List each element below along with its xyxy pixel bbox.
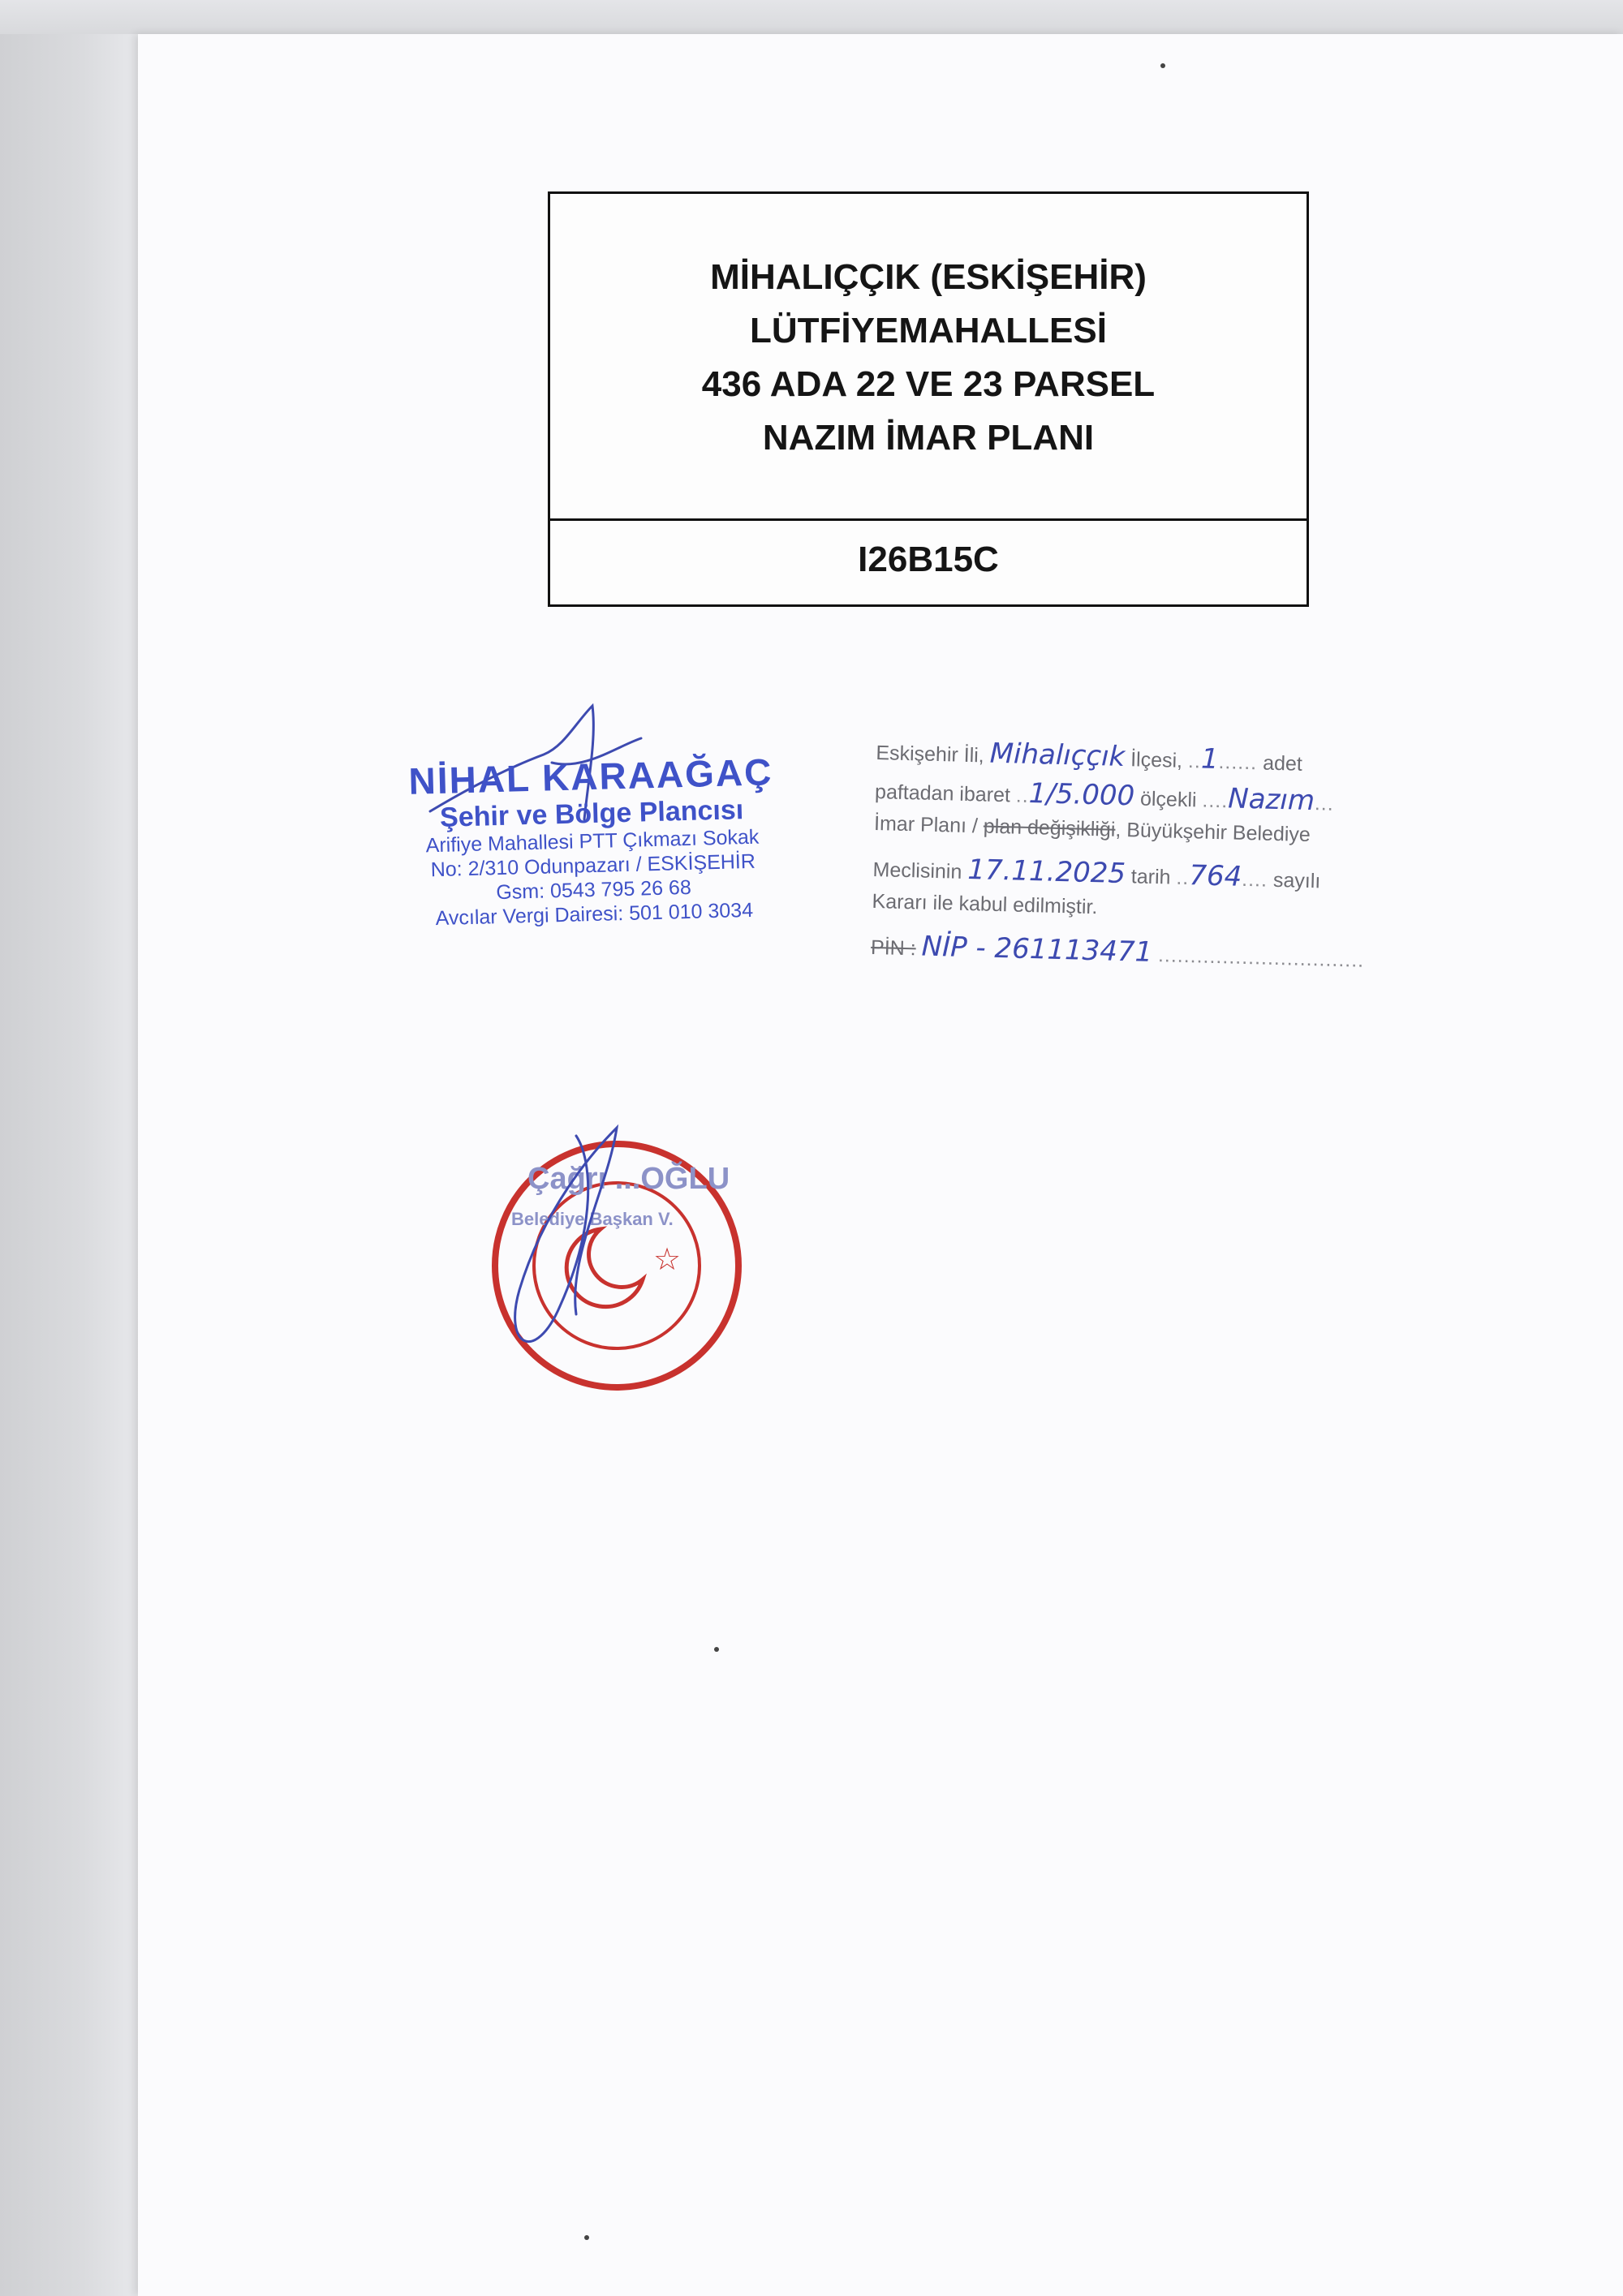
planner-stamp bbox=[355, 748, 829, 932]
scan-speck bbox=[714, 1647, 719, 1652]
approval-stamp bbox=[870, 734, 1476, 983]
planner-name: NİHAL KARAAĞAÇ bbox=[407, 750, 773, 802]
approval-text-plan: İmar Planı / bbox=[873, 811, 979, 838]
svg-text:☆: ☆ bbox=[653, 1241, 682, 1277]
title-line-neighborhood: LÜTFİYEMAHALLESİ bbox=[750, 311, 1107, 350]
approval-text-struck: plan değişikliği bbox=[983, 815, 1116, 841]
seal-official-name: Çağrı ...OĞLU bbox=[527, 1162, 730, 1196]
title-divider bbox=[550, 518, 1307, 521]
approval-dots: .. bbox=[1187, 750, 1202, 773]
title-line-parcel: 436 ADA 22 VE 23 PARSEL bbox=[701, 364, 1156, 404]
approval-date: 17.11.2025 bbox=[966, 853, 1126, 891]
approval-text-accepted: Kararı ile kabul edilmiştir. bbox=[872, 889, 1098, 919]
planner-phone: Gsm: 0543 795 26 68 bbox=[496, 875, 692, 905]
approval-pin: NİP - 261113471 bbox=[921, 930, 1153, 969]
official-signature bbox=[515, 1128, 617, 1342]
scan-top-band bbox=[0, 0, 1623, 34]
approval-row-3: İmar Planı / plan değişikliği, Büyükşehir Belediye bbox=[873, 811, 1311, 847]
planner-address-1: Arifiye Mahallesi PTT Çıkmazı Sokak bbox=[425, 825, 760, 858]
approval-dots: .... bbox=[1241, 867, 1268, 892]
approval-district: Mihalıççık bbox=[989, 737, 1126, 774]
municipal-seal bbox=[406, 1103, 747, 1395]
approval-dots: .. bbox=[1015, 784, 1030, 807]
approval-dots: ................................ bbox=[1157, 944, 1365, 972]
title-block bbox=[548, 191, 1309, 607]
title-line-plan-type: NAZIM İMAR PLANI bbox=[762, 418, 1095, 458]
approval-text-scaled: ölçekli bbox=[1139, 787, 1197, 812]
title-lines bbox=[550, 251, 1307, 465]
scan-speck bbox=[1160, 63, 1165, 68]
planner-tax-office: Avcılar Vergi Dairesi: 501 010 3034 bbox=[435, 898, 754, 931]
approval-plan-kind: Nazım bbox=[1227, 782, 1315, 818]
approval-number: 764 bbox=[1188, 859, 1242, 893]
approval-dots: ... bbox=[1314, 792, 1335, 815]
sheet-code: I26B15C bbox=[858, 540, 999, 579]
approval-text-council: Meclisinin bbox=[872, 858, 962, 884]
approval-dots: .. bbox=[1176, 866, 1190, 890]
approval-scale: 1/5.000 bbox=[1028, 776, 1135, 813]
approval-text-numbered: sayılı bbox=[1272, 868, 1321, 893]
seal-official-role: Belediye Başkan V. bbox=[511, 1209, 674, 1229]
title-line-location: MİHALIÇÇIK (ESKİŞEHİR) bbox=[710, 257, 1147, 297]
scan-left-strip bbox=[0, 34, 138, 2296]
approval-dots: .... bbox=[1202, 789, 1229, 813]
approval-dots: ...... bbox=[1218, 750, 1258, 775]
approval-text-province: Eskişehir İli, bbox=[876, 741, 985, 767]
scan-speck bbox=[584, 2235, 589, 2240]
planner-address-2: No: 2/310 Odunpazarı / ESKİŞEHİR bbox=[430, 849, 756, 882]
approval-text-district: İlçesi, bbox=[1130, 748, 1183, 772]
approval-text-sheets: paftadan ibaret bbox=[874, 780, 1011, 807]
approval-sheet-count: 1 bbox=[1200, 742, 1220, 776]
approval-text-pin-label: PİN : bbox=[870, 935, 917, 961]
approval-text-unit: adet bbox=[1262, 751, 1303, 776]
planner-title: Şehir ve Bölge Plancısı bbox=[439, 794, 744, 833]
approval-text-municipality: Büyükşehir Belediye bbox=[1126, 819, 1311, 847]
approval-text-date: tarih bbox=[1130, 865, 1171, 889]
